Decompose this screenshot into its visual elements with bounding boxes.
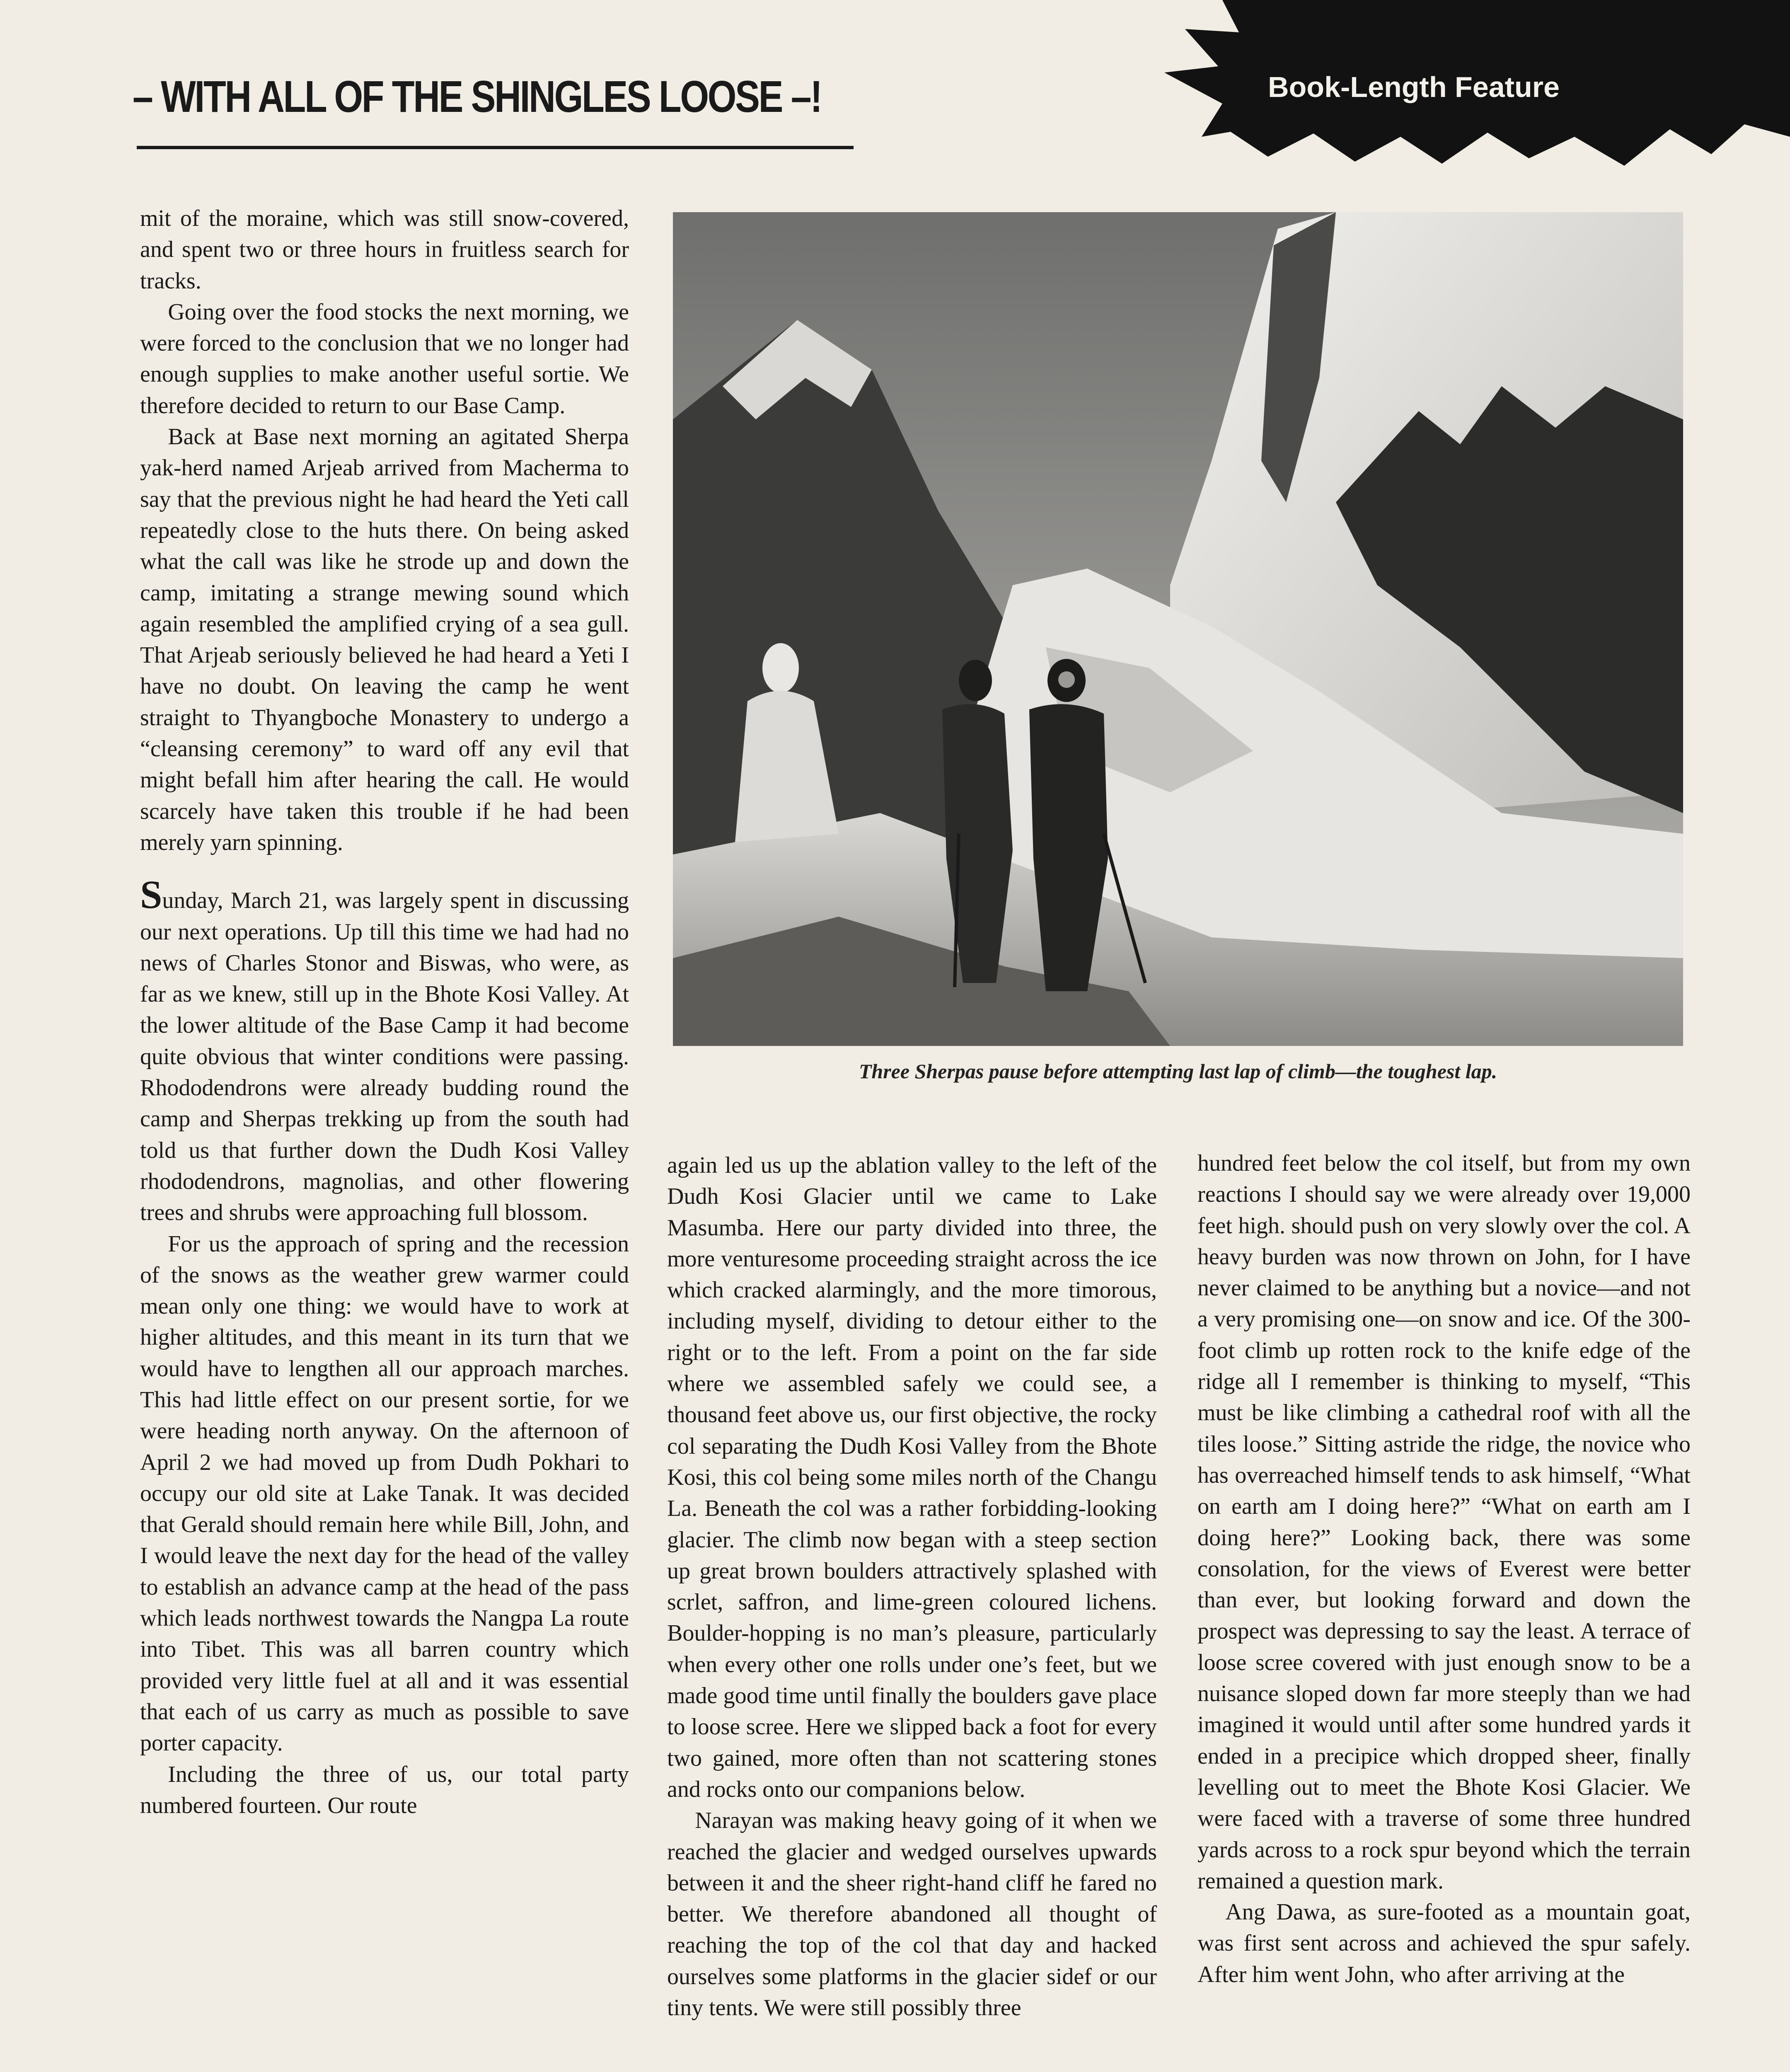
article-column-3: [1197, 1148, 1691, 1990]
paragraph: Going over the food stocks the next morning, we were forced to the conclusion that we no longer had enough supplies to make another useful sortie. We therefore decided to return to our Base Camp.: [140, 299, 629, 419]
paragraph: hundred feet below the col itself, but from my own reactions I should say we were already over 19,000 feet high. should push on very slowly over the col. A heavy burden was now thrown on John, for I have never claimed to be anything but a novice—and not a very promising one—on snow and ice. Of the 300-foot climb up rotten rock to the knife edge of the ridge all I remember is thinking to myself, “This must be like climbing a cathedral roof with all the tiles loose.” Sitting astride the ridge, the novice who has overreached himself tends to ask himself, “What on earth am I doing here?” “What on earth am I doing here?” Looking back, there was some consolation, for the views of Everest were better than ever, but looking forward and down the prospect was depressing to say the least. A terrace of loose scree covered with just enough snow to be a nuisance sloped down far more steeply than we had imagined it would until after some hundred yards it ended in a precipice which dropped sheer, finally levelling out to meet the Bhote Kosi Glacier. We were faced with a traverse of some three hundred yards across to a rock spur beyond which the terrain remained a question mark.: [1197, 1150, 1691, 1894]
article-column-2: [667, 1150, 1157, 2024]
feature-label: Book-Length Feature: [1268, 71, 1560, 103]
drop-cap: S: [140, 872, 162, 917]
paragraph: For us the approach of spring and the recession of the snows as the weather grew warmer could mean only one thing: we would have to work at higher altitudes, and this meant in its turn that we would have to lengthen all our approach marches. This had little effect on our present sortie, for we were heading north anyway. On the afternoon of April 2 we had moved up from Dudh Pokhari to occupy our old site at Lake Tanak. It was decided that Gerald should remain here while Bill, John, and I would leave the next day for the head of the valley to establish an advance camp at the head of the pass which leads northwest towards the Nangpa La route into Tibet. This was all barren country which provided very little fuel at all and it was essential that each of us carry as much as possible to save porter capacity.: [140, 1231, 629, 1756]
article-column-1: [140, 203, 629, 1821]
paragraph: Narayan was making heavy going of it when we reached the glacier and wedged ourselves upwards between it and the sheer right-hand cliff he fared no better. We therefore abandoned all thought of reaching the top of the col that day and hacked ourselves some platforms in the glacier sidef or our tiny tents. We were still possibly three: [667, 1808, 1157, 2021]
feature-banner: [1156, 0, 1790, 174]
sherpas-photo: [673, 212, 1683, 1046]
paragraph: again led us up the ablation valley to the left of the Dudh Kosi Glacier until we came to Lake Masumba. Here our party divided into three, the more venturesome proceeding straight across the ice which cracked alarmingly, and the more timorous, including myself, dividing to detour either to the right or to the left. From a point on the far side where we assembled safely we could see, a thousand feet above us, our first objective, the rocky col separating the Dudh Kosi Valley from the Bhote Kosi, this col being some miles north of the Changu La. Beneath the col was a rather forbidding-looking glacier. The climb now began with a steep section up great brown boulders attractively splashed with scrlet, saffron, and lime-green coloured lichens. Boulder-hopping is no man’s pleasure, particularly when every other one rolls under one’s feet, but we made good time until finally the boulders gave place to loose scree. Here we slipped back a foot for every two gained, more often than not scattering stones and rocks onto our companions below.: [667, 1152, 1157, 1802]
paragraph-with-dropcap: [140, 872, 629, 1228]
paragraph: Ang Dawa, as sure-footed as a mountain goat, was first sent across and achieved the spur safely. After him went John, who after arriving at the: [1197, 1899, 1691, 1987]
photo-caption: Three Sherpas pause before attempting last lap of climb—the toughest lap.: [859, 1060, 1497, 1083]
paragraph-text: unday, March 21, was largely spent in discussing our next operations. Up till this time we had had no news of Charles Stonor and Biswas, who were, as far as we knew, still up in the Bhote Kosi Valley. At the lower altitude of the Base Camp it had become quite obvious that winter conditions were passing. Rhododendrons were already budding round the camp and Sherpas trekking up from the south had told us that further down the Dudh Kosi Valley rhododendrons, magnolias, and other flowering trees and shrubs were approaching full blossom.: [140, 888, 629, 1226]
headline: – WITH ALL OF THE SHINGLES LOOSE –!: [133, 71, 821, 121]
mountain-photo-illustration: [673, 212, 1683, 1046]
paragraph: mit of the moraine, which was still snow-covered, and spent two or three hours in fruitless search for tracks.: [140, 206, 629, 294]
paragraph: Back at Base next morning an agitated Sherpa yak-herd named Arjeab arrived from Macherma to say that the previous night he had heard the Yeti call repeatedly close to the huts there. On being asked what the call was like he strode up and down the camp, imitating a strange mewing sound which again resembled the amplified crying of a sea gull. That Arjeab seriously believed he had heard a Yeti I have no doubt. On leaving the camp he went straight to Thyangboche Monastery to undergo a “cleansing ceremony” to ward off any evil that might befall him after hearing the call. He would scarcely have taken this trouble if he had been merely yarn spinning.: [140, 424, 629, 855]
paragraph: Including the three of us, our total party numbered fourteen. Our route: [140, 1761, 629, 1818]
headline-rule: [137, 146, 854, 149]
